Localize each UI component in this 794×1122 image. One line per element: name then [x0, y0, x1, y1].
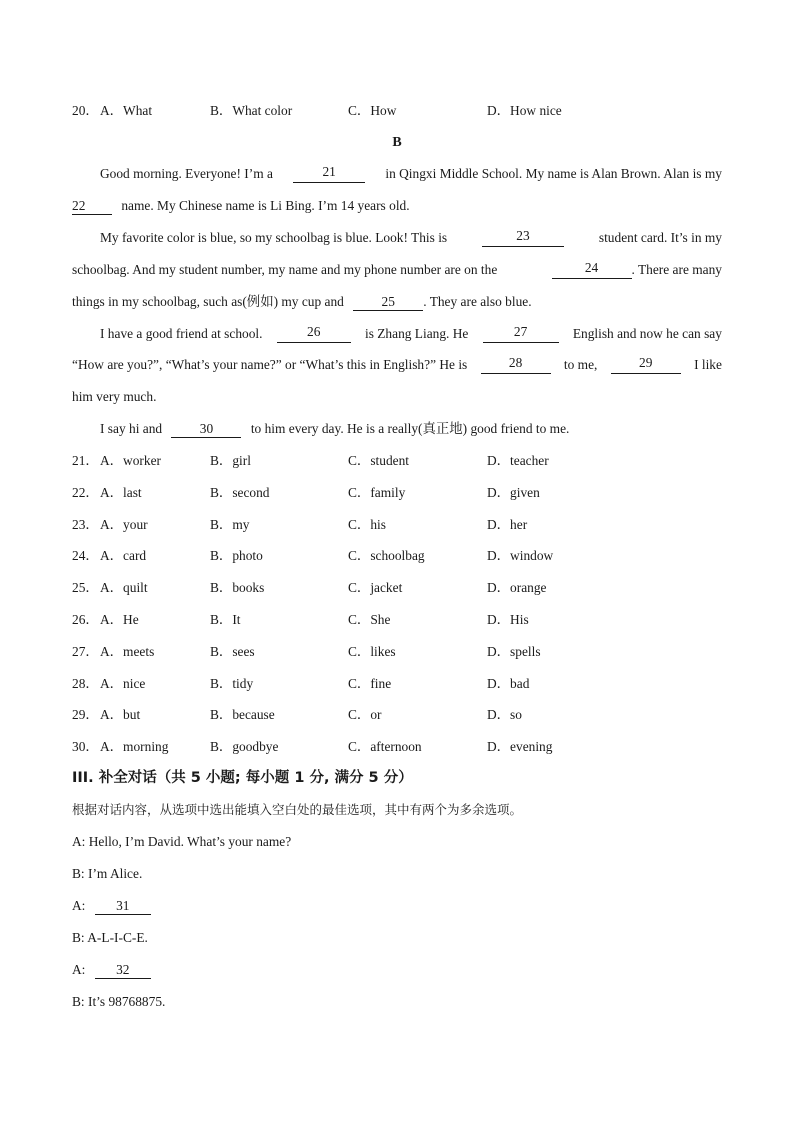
option-c: C．schoolbag [348, 548, 425, 564]
question-number: 24． [72, 548, 99, 564]
passage-text: things in my schoolbag, such as(例如) my cup and [72, 294, 344, 309]
option-b: B．second [210, 484, 270, 500]
option-b: B．my [210, 516, 250, 532]
option-c: C．How [348, 103, 397, 118]
dialogue-line: B: It’s 98768875. [72, 994, 166, 1009]
option-a: A．last [100, 484, 142, 500]
question-number: 29． [72, 707, 99, 723]
passage-text: to me, [563, 357, 598, 372]
option-d: D．His [487, 612, 529, 627]
question-number: 22． [72, 484, 99, 500]
option-c: C．or [348, 707, 382, 723]
blank-26: 26 [277, 325, 351, 343]
blank-32: 32 [95, 963, 151, 979]
option-a: A．meets [100, 643, 155, 659]
question-29 [72, 706, 592, 724]
question-number: 25． [72, 580, 99, 596]
blank-24: 24 [552, 261, 632, 279]
passage-line [100, 229, 722, 247]
question-number: 28． [72, 675, 99, 691]
question-24 [72, 547, 592, 565]
dialogue-line: B: A-L-I-C-E. [72, 930, 148, 945]
option-d: D．so [487, 707, 522, 723]
passage-text: . There are many [631, 262, 722, 277]
option-d: D．window [487, 548, 554, 564]
option-c: C．student [348, 453, 410, 468]
passage-line [72, 293, 532, 311]
question-30 [72, 738, 592, 756]
option-a: A．nice [100, 675, 146, 691]
blank-29: 29 [611, 356, 681, 374]
passage-text: in Qingxi Middle School. My name is Alan Brown. Alan is my [385, 166, 722, 181]
option-d: D．teacher [487, 453, 549, 468]
question-27 [72, 643, 592, 661]
passage-text: My favorite color is blue, so my schoolbag is blue. Look! This is [100, 230, 448, 245]
speaker-label: A: [72, 962, 86, 977]
passage-line: him very much. [72, 389, 157, 404]
question-21 [72, 452, 592, 470]
option-b: B．books [210, 580, 265, 596]
option-b: B．tidy [210, 675, 254, 691]
blank-21: 21 [293, 165, 365, 183]
blank-25: 25 [353, 295, 423, 311]
section-title: III. 补全对话（共 5 小题; 每小题 1 分, 满分 5 分） [72, 770, 413, 786]
passage-text: I say hi and [100, 421, 163, 436]
passage-text: name. My Chinese name is Li Bing. I’m 14 years old. [121, 198, 410, 213]
option-d: D．given [487, 484, 540, 500]
option-c: C．She [348, 612, 391, 627]
passage-line [72, 197, 410, 215]
question-number: 21． [72, 453, 99, 468]
passage-text: student card. It’s in my [598, 230, 722, 245]
passage-text: Good morning. Everyone! I’m a [100, 166, 273, 181]
option-b: B．photo [210, 548, 263, 564]
option-a: A．morning [100, 739, 169, 755]
passage-text: . They are also blue. [423, 294, 532, 309]
option-a: A．worker [100, 453, 161, 468]
option-b: B．What color [210, 103, 293, 118]
blank-30: 30 [171, 422, 241, 438]
option-c: C．family [348, 484, 406, 500]
passage-text: is Zhang Liang. He [364, 326, 469, 341]
option-a: A．quilt [100, 580, 148, 596]
option-a: A．card [100, 548, 147, 564]
blank-22: 22 [72, 199, 112, 215]
question-number: 20． [72, 103, 99, 118]
passage-text: “How are you?”, “What’s your name?” or “What’s this in English?” He is [72, 357, 468, 372]
passage-text: to him every day. He is a really(真正地) good friend to me. [250, 421, 570, 436]
question-26 [72, 611, 592, 629]
option-c: C．fine [348, 675, 392, 691]
question-number: 23． [72, 516, 99, 532]
passage-text: schoolbag. And my student number, my name and my phone number are on the [72, 262, 498, 277]
option-d: D．spells [487, 643, 541, 659]
passage-line [100, 325, 722, 343]
option-b: B．goodbye [210, 739, 279, 755]
passage-text: I like [694, 357, 722, 372]
dialogue-line: B: I’m Alice. [72, 866, 143, 881]
option-d: D．her [487, 516, 528, 532]
option-b: B．girl [210, 453, 251, 468]
option-a: A．but [100, 707, 141, 723]
question-25 [72, 579, 592, 597]
passage-line [100, 420, 569, 438]
blank-31: 31 [95, 899, 151, 915]
option-b: B．sees [210, 643, 255, 659]
blank-28: 28 [481, 356, 551, 374]
speaker-label: A: [72, 898, 86, 913]
option-d: D．How nice [487, 103, 562, 118]
passage-text: I have a good friend at school. [100, 326, 263, 341]
option-b: B．because [210, 707, 275, 723]
option-c: C．jacket [348, 580, 403, 596]
option-d: D．evening [487, 739, 553, 755]
passage-text: English and now he can say [572, 326, 722, 341]
option-b: B．It [210, 612, 241, 627]
question-20 [72, 102, 592, 120]
question-number: 27． [72, 643, 99, 659]
option-c: C．likes [348, 643, 396, 659]
section-instruction: 根据对话内容，从选项中选出能填入空白处的最佳选项，其中有两个为多余选项。 [72, 802, 523, 817]
option-c: C．his [348, 516, 386, 532]
passage-line [72, 261, 722, 279]
dialogue-line: A: Hello, I’m David. What’s your name? [72, 834, 292, 849]
option-a: A．your [100, 516, 148, 532]
question-number: 30． [72, 739, 99, 755]
question-28 [72, 675, 592, 693]
option-d: D．bad [487, 675, 530, 691]
question-23 [72, 516, 592, 534]
passage-line [100, 165, 722, 183]
blank-27: 27 [483, 325, 559, 343]
passage-heading: B [392, 135, 402, 150]
question-number: 26． [72, 612, 99, 627]
dialogue-line [72, 961, 151, 979]
dialogue-line [72, 897, 151, 915]
option-a: A．What [100, 103, 153, 118]
option-c: C．afternoon [348, 739, 422, 755]
passage-line [72, 356, 722, 374]
question-22 [72, 484, 592, 502]
blank-23: 23 [482, 229, 564, 247]
option-a: A．He [100, 612, 139, 627]
option-d: D．orange [487, 580, 547, 596]
